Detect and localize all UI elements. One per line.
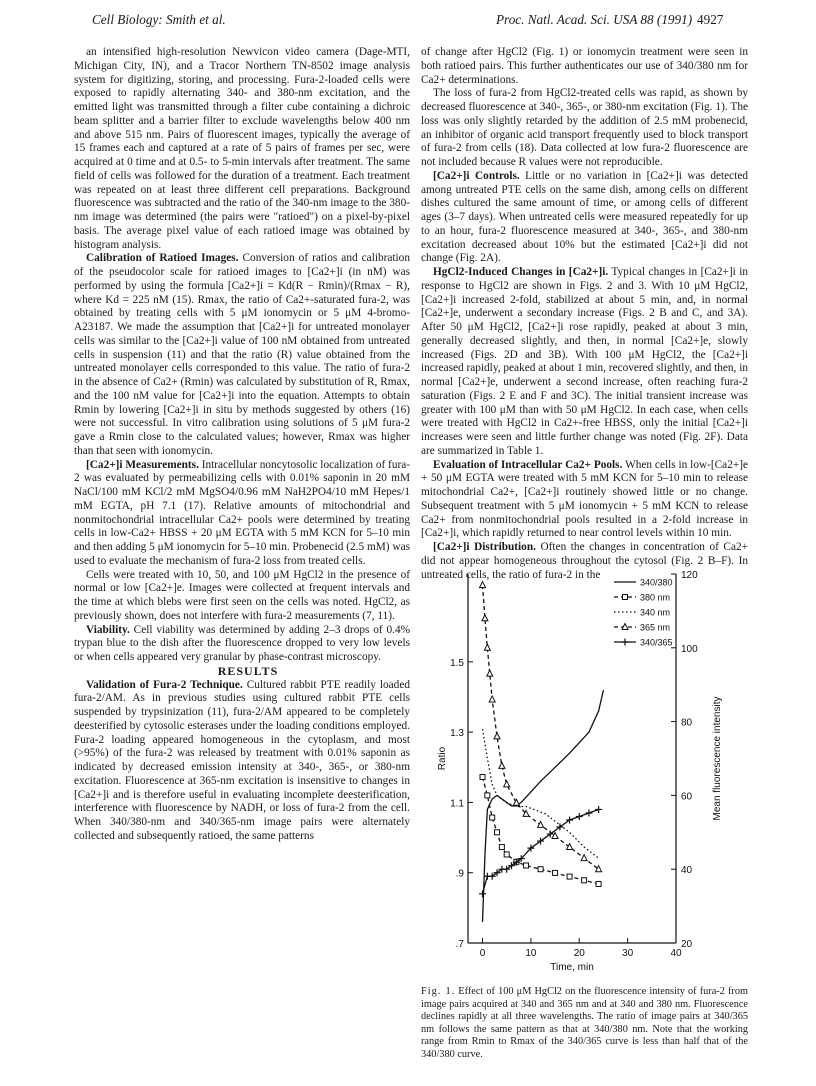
subheading: Validation of Fura-2 Technique. xyxy=(86,678,243,691)
data-point-380-nm xyxy=(490,815,495,820)
data-point-380-nm xyxy=(495,830,500,835)
data-point-365-nm xyxy=(494,733,500,739)
y-tick-label: 1.5 xyxy=(450,657,464,669)
legend-label: 340/365 xyxy=(640,637,673,648)
legend-label: 380 nm xyxy=(640,592,671,603)
y-tick-label: .7 xyxy=(455,939,464,950)
data-point-365-nm xyxy=(484,644,490,650)
data-point-380-nm xyxy=(499,845,504,850)
figure-caption xyxy=(421,986,748,1062)
y2-tick-label: 40 xyxy=(681,865,693,877)
y2-tick-label: 20 xyxy=(681,939,693,950)
figure-1-chart xyxy=(432,568,732,976)
series-line-340-380 xyxy=(483,690,604,922)
legend-marker-380-nm xyxy=(623,595,628,600)
y2-tick-label: 60 xyxy=(681,791,693,803)
paragraph xyxy=(74,459,410,569)
x-axis-label: Time, min xyxy=(550,962,594,973)
data-point-340-365 xyxy=(595,806,602,813)
data-point-365-nm xyxy=(480,582,486,588)
x-tick-label: 0 xyxy=(479,948,486,959)
right-column xyxy=(421,46,748,582)
data-point-365-nm xyxy=(513,799,519,805)
paragraph xyxy=(421,170,748,266)
paragraph-text: Little or no variation in [Ca2+]i was detected among untreated PTE cells on the same dish, among cells on different dishes cultured the same amount of time, or among cells of different ages (3–7 days). When untreated cells were measured repeatedly for up to an hour, fura-2 fluorescence measured at 340-, 365-, and 380-nm excitation decreased about 10% but the estimated [Ca2+]i did not change (Fig. 2A). xyxy=(421,169,748,265)
data-point-365-nm xyxy=(499,762,505,768)
data-point-365-nm xyxy=(552,832,558,838)
data-point-380-nm xyxy=(504,852,509,857)
paragraph-text: When cells in low-[Ca2+]e + 50 μM EGTA were treated with 5 mM KCN for 5–10 min to release mitochondrial Ca2+, [Ca2+]i routinely showed little or no change. Subsequent treatment with 5 μM ionomycin + 5 mM KCN to release Ca2+ from nonmitochondrial pools resulted in a 2-fold increase in [Ca2+]i, which rapidly returned to near control levels within 10 min. xyxy=(421,458,748,540)
y-tick-label: 1.1 xyxy=(450,798,464,810)
paragraph xyxy=(74,252,410,458)
figure-1 xyxy=(432,568,732,976)
paragraph-text: Intracellular noncytosolic localization of fura-2 was evaluated by permeabilizing cells with 0.01% saponin in 20 mM NaCl/100 mM KCl/2 mM MgSO4/0.96 mM NaH2PO4/10 mM Hepes/1 mM EGTA, pH 7.1 (17). Relative amounts of mitochondrial and nonmitochondrial intracellular Ca2+ pools were determined by treating cells in low-Ca2+ HBSS + 20 μM EGTA with 5 mM KCN for 5–10 min and then adding 5 μM ionomycin for 5–10 min. Probenecid (2.5 mM) was used to evaluate the mechanism of fura-2 loss from treated cells. xyxy=(74,458,411,567)
data-point-340-365 xyxy=(585,809,592,816)
y2-tick-label: 120 xyxy=(681,570,698,581)
paragraph-text: Often the changes in concentration of Ca2+ did not appear homogeneous throughout the cytosol (Fig. 2 B–F). In untreated cells, the ratio of fura-2 in the xyxy=(421,541,748,581)
data-point-365-nm xyxy=(482,615,488,621)
x-tick-label: 10 xyxy=(525,948,537,959)
subheading: Evaluation of Intracellular Ca2+ Pools. xyxy=(433,458,623,471)
data-point-340-365 xyxy=(479,890,486,897)
data-point-365-nm xyxy=(596,866,602,872)
paragraph: of change after HgCl2 (Fig. 1) or ionomycin treatment were seen in both ratioed pairs. This further authenticates our use of 340/380 nm for Ca2+ determinations. xyxy=(421,46,748,86)
data-point-365-nm xyxy=(504,781,510,787)
paragraph-text: Typical changes in [Ca2+]i in response to HgCl2 are shown in Figs. 2 and 3. With 10 μM HgCl2, [Ca2+]i increased 2-fold, stabilized at about 5 min, and, in normal [Ca2+]e, underwent a secondary increase (Figs. 2 B and C, and 3A). After 50 μM HgCl2, [Ca2+]i rose rapidly, peaked at about 3 min, generally decreased slightly, and then, in normal [Ca2+]e, slowly increased (Figs. 2D and 3B). With 100 μM HgCl2, the [Ca2+]i increased rapidly, peaked at about 1 min, recovered slightly, and then, in normal [Ca2+]e, underwent a second increase, often reaching fura-2 saturation (Figs. 2 E and F and 3C). The initial transient increase was greater with 100 μM than with 50 μM HgCl2. In each case, when cells were treated with HgCl2 in Ca2+-free HBSS, only the initial [Ca2+]i increases were seen and little further change was noted (Fig. 2F). Data are summarized in Table 1. xyxy=(421,266,749,457)
subheading: [Ca2+]i Controls. xyxy=(433,169,520,182)
data-point-365-nm xyxy=(489,696,495,702)
data-point-380-nm xyxy=(524,863,529,868)
data-point-380-nm xyxy=(480,774,485,779)
running-header-left: Cell Biology: Smith et al. xyxy=(92,12,226,27)
x-tick-label: 30 xyxy=(622,948,634,959)
y-tick-label: .9 xyxy=(455,868,464,880)
x-tick-label: 40 xyxy=(670,948,682,959)
data-point-380-nm xyxy=(538,867,543,872)
subheading: HgCl2-Induced Changes in [Ca2+]i. xyxy=(433,266,609,278)
data-point-340-365 xyxy=(576,813,583,820)
legend-label: 365 nm xyxy=(640,622,671,633)
y2-tick-label: 80 xyxy=(681,717,693,729)
data-point-380-nm xyxy=(596,881,601,886)
data-point-365-nm xyxy=(487,670,493,676)
subheading: Calibration of Ratioed Images. xyxy=(86,252,239,265)
y2-tick-label: 100 xyxy=(681,643,698,655)
x-tick-label: 20 xyxy=(573,948,585,959)
paragraph: Cells were treated with 10, 50, and 100 μM HgCl2 in the presence of normal or low [Ca2+]e. Images were collected at frequent intervals and the time at which blebs were first seen on the cells was noted. HgCl2, as previously shown, does not interfere with fura-2 measurements (7, 11). xyxy=(74,568,410,622)
data-point-365-nm xyxy=(538,821,544,827)
left-column xyxy=(74,46,410,844)
y-axis-label: Ratio xyxy=(437,746,448,771)
legend-marker-340-365 xyxy=(622,639,629,646)
data-point-380-nm xyxy=(582,878,587,883)
page-number: 4927 xyxy=(697,12,724,27)
y-tick-label: 1.3 xyxy=(450,728,464,740)
data-point-380-nm xyxy=(567,874,572,879)
paragraph xyxy=(421,266,748,459)
legend-label: 340 nm xyxy=(640,607,671,618)
data-point-365-nm xyxy=(567,844,573,850)
running-header-journal: Proc. Natl. Acad. Sci. USA 88 (1991) xyxy=(496,12,693,27)
data-point-380-nm xyxy=(553,870,558,875)
paragraph xyxy=(74,679,410,844)
y2-axis-label: Mean fluorescence intensity xyxy=(712,696,723,821)
subheading: Viability. xyxy=(86,623,130,636)
data-point-365-nm xyxy=(581,855,587,861)
paragraph-text: Conversion of ratios and calibration of the pseudocolor scale for ratioed images to [Ca2+]i (in nM) was performed by using the formula [Ca2+]i = Kd(R − Rmin)/(Rmax − R), where Kd = 225 nM (15). Rmax, the ratio of Ca2+-saturated fura-2, was obtained by treating cells with 5 μM ionomycin or 5 μM 4-bromo-A23187. We made the assumption that [Ca2+]i for untreated monolayer cells was similar to the [Ca2+]i value of 100 nM obtained from untreated cells in suspension (11) and that the ratio (R) value obtained from the untreated monolayer cells corresponded to this value. The ratio of fura-2 in the absence of Ca2+ (Rmin) was calculated by substitution of R, Rmax, and the 100 nM value for [Ca2+]i into the equation. Attempts to obtain Rmin by lowering [Ca2+]i in situ by methods suggested by others (16) were not successful. In vitro calibration using solutions of 5 μM fura-2 gave a Rmin close to the calculated values; however, Rmax was higher than that seen with ionomycin. xyxy=(74,252,410,457)
paragraph-text: Cultured rabbit PTE readily loaded fura-2/AM. As in previous studies using cultured rabbit PTE cells suspended by trypsinization (11), fura-2/AM appeared to be completely deesterified by cytosolic esterases under the loading conditions employed. Fura-2 loading appeared homogeneous in the cytoplasm, and most (>95%) of the fura-2 was released by treatment with 0.01% saponin as indicated by decreased emission intensity at 340-, 365-, or 380-nm excitation. Fluorescence at 365-nm excitation is insensitive to changes in [Ca2+]i and is therefore useful in evaluating incomplete deesterification, interference with fluorescence by NADH, or loss of fura-2 from the cell. When 340/380-nm and 340/365-nm image pairs were alternately collected and subsequently ratioed, the same patterns xyxy=(74,678,410,842)
subheading: [Ca2+]i Distribution. xyxy=(433,541,536,553)
paragraph xyxy=(74,624,410,665)
paragraph xyxy=(421,459,748,542)
caption-label: Fig. 1. xyxy=(421,986,456,997)
paragraph: an intensified high-resolution Newvicon video camera (Dage-MTI, Michigan City, IN), and a Tracor Northern TN-8502 image analysis system for digitizing, storing, and processing. Fura-2-loaded cells were exposed to rapidly alternating 340- and 380-nm excitation, and the emitted light was transmitted through a filter cube containing a dichroic beam splitter and a barrier filter to exclude wavelengths below 400 nm and above 515 nm. Pairs of fluorescent images, typically the average of 15 frames each and captured at a rate of 5 pairs of frames per sec, were acquired at 0 time and at 0.5- to 5-min intervals after treatment. The same field of cells was followed for the duration of a treatment. Each treatment was repeated on at least three different cell preparations. Background fluorescence was subtracted and the ratio of the 340-nm image to the 380-nm image was determined (the pairs were "ratioed") on a pixel-by-pixel basis. The average pixel value of each ratioed image was obtained by histogram analysis. xyxy=(74,46,410,251)
paragraph: The loss of fura-2 from HgCl2-treated cells was rapid, as shown by decreased fluorescence at 340-, 365-, or 380-nm excitation (Fig. 1). The loss was only slightly retarded by the addition of 2.5 mM probenecid, an inhibitor of organic acid transport frequently used to block transport of fura-2 from cells (18). Data collected at low fura-2 fluorescence are not included because R values were not reproducible. xyxy=(421,87,748,168)
section-heading: RESULTS xyxy=(217,663,279,678)
legend-label: 340/380 xyxy=(640,577,673,588)
subheading: [Ca2+]i Measurements. xyxy=(86,458,199,471)
paragraph-text: Cell viability was determined by adding 2–3 drops of 0.4% trypan blue to the dish after the fluorescence dropped to very low levels or when cells appeared very granular by phase-contrast microscopy. xyxy=(74,623,410,663)
data-point-380-nm xyxy=(485,793,490,798)
caption-text: Effect of 100 μM HgCl2 on the fluorescence intensity of fura-2 from image pairs acquired at 340 and 365 nm and at 340 and 380 nm. Fluorescence declines rapidly at all three wavelengths. The ratio of image pairs at 340/365 nm follows the same pattern as that at 340/380 nm. Note that the working range from Rmin to Rmax of the 340/365 curve is less than half that of the 340/380 curve. xyxy=(421,986,748,1060)
